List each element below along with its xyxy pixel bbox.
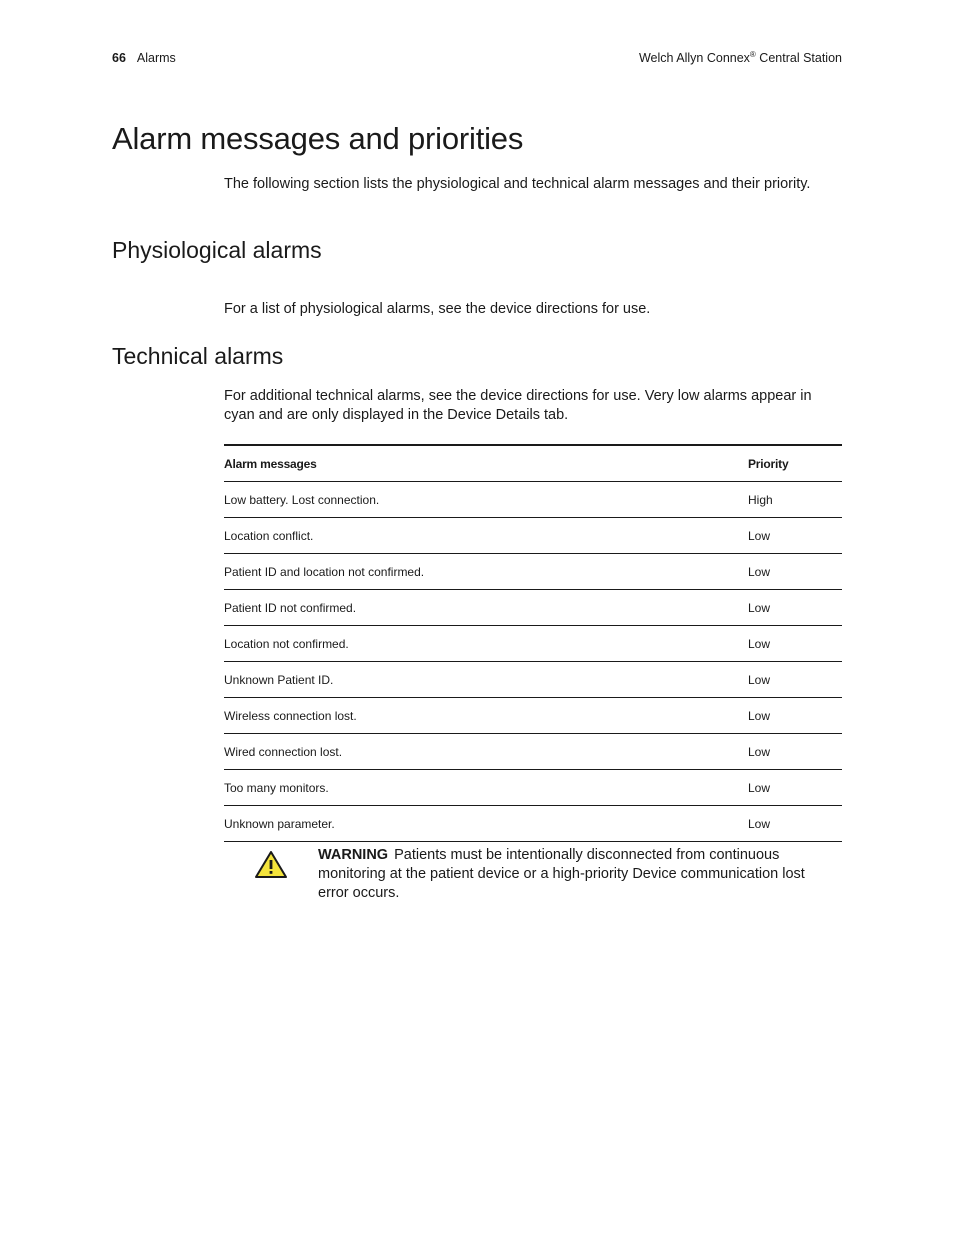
priority-cell: Low (748, 770, 842, 806)
product-suffix: Central Station (755, 51, 842, 65)
page-number: 66 (112, 51, 126, 65)
priority-cell: High (748, 482, 842, 518)
physiological-heading: Physiological alarms (112, 237, 322, 263)
technical-paragraph: For additional technical alarms, see the device directions for use. Very low alarms appear in cyan and are only displayed in the Device Details tab. (224, 388, 812, 423)
table-row (224, 590, 842, 626)
priority-cell: Low (748, 806, 842, 842)
product-name: Welch Allyn Connex (638, 51, 750, 65)
alarm-message-cell: Wired connection lost. (224, 734, 748, 770)
technical-heading: Technical alarms (112, 343, 284, 369)
warning-label: WARNING (318, 847, 389, 863)
table-row (224, 662, 842, 698)
header-product (639, 51, 842, 65)
alarm-message-cell: Location conflict. (224, 518, 748, 554)
table-row (224, 806, 842, 842)
page-header (112, 51, 842, 69)
priority-cell: Low (748, 662, 842, 698)
alarm-table (224, 444, 842, 842)
table-row (224, 698, 842, 734)
page-title: Alarm messages and priorities (112, 121, 524, 156)
alarm-message-cell: Unknown Patient ID. (224, 662, 748, 698)
header-section: Alarms (136, 51, 176, 65)
priority-cell: Low (748, 518, 842, 554)
priority-cell: Low (748, 626, 842, 662)
priority-cell: Low (748, 590, 842, 626)
registered-mark: ® (749, 49, 756, 59)
priority-cell: Low (748, 734, 842, 770)
column-header-alarm-messages: Alarm messages (224, 445, 748, 482)
alarm-message-cell: Unknown parameter. (224, 806, 748, 842)
priority-cell: Low (748, 554, 842, 590)
table-row (224, 734, 842, 770)
alarm-message-cell: Patient ID not confirmed. (224, 590, 748, 626)
alarm-message-cell: Low battery. Lost connection. (224, 482, 748, 518)
column-header-priority: Priority (748, 445, 842, 482)
table-row (224, 518, 842, 554)
warning-text-block (318, 846, 838, 903)
table-header-row (224, 445, 842, 482)
table-row (224, 554, 842, 590)
intro-paragraph: The following section lists the physiological and technical alarm messages and their priority. (224, 176, 811, 192)
table-row (224, 626, 842, 662)
table-row (224, 770, 842, 806)
alarm-message-cell: Wireless connection lost. (224, 698, 748, 734)
table-row (224, 482, 842, 518)
alarm-message-cell: Too many monitors. (224, 770, 748, 806)
warning-message: Patients must be intentionally disconnected from continuous monitoring at the patient device or a high-priority Device communication lost error occurs. (318, 847, 805, 901)
warning-triangle-icon (254, 850, 288, 880)
priority-cell: Low (748, 698, 842, 734)
alarm-message-cell: Location not confirmed. (224, 626, 748, 662)
alarm-message-cell: Patient ID and location not confirmed. (224, 554, 748, 590)
physiological-paragraph: For a list of physiological alarms, see the device directions for use. (224, 301, 651, 317)
